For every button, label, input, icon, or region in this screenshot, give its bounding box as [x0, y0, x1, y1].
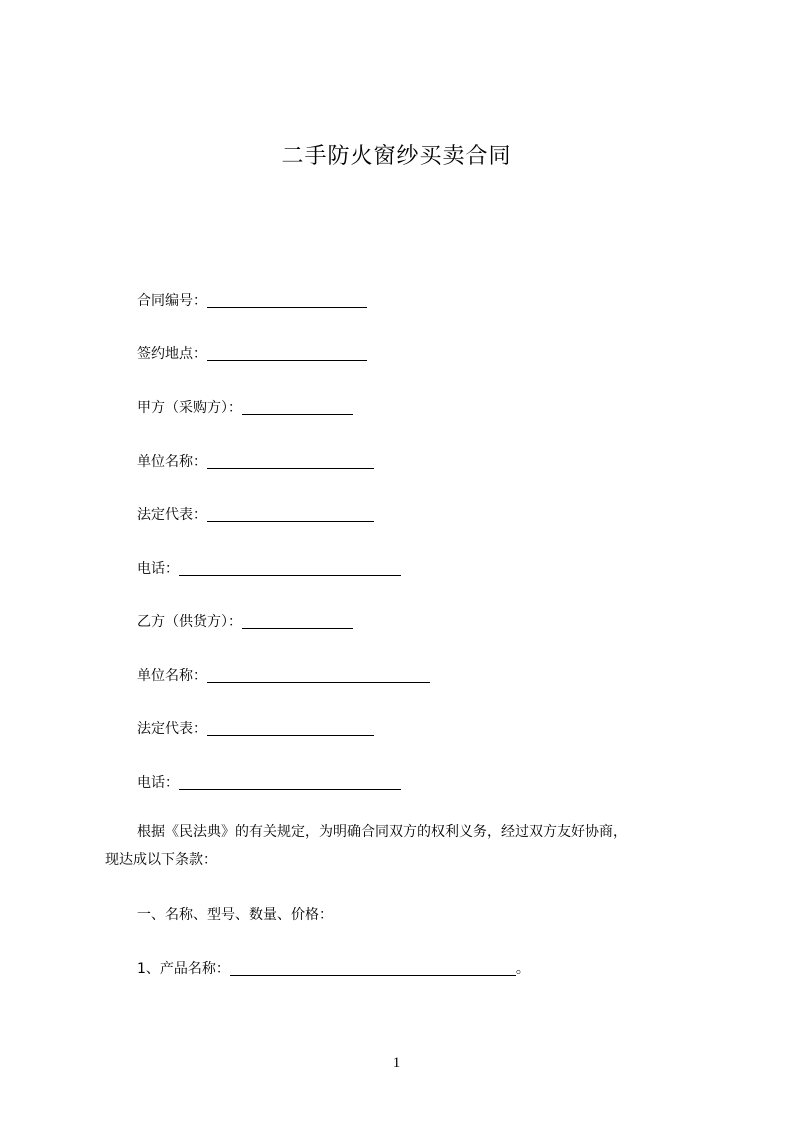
field-party-a-phone: [137, 559, 401, 579]
party-a-phone-blank[interactable]: [179, 560, 401, 576]
section-heading: 一、名称、型号、数量、价格：: [137, 907, 333, 923]
field-party-b-unit-name: [137, 666, 430, 686]
field-party-a-unit-name: [137, 452, 374, 472]
field-contract-number: [137, 291, 367, 311]
field-party-b: [137, 612, 353, 632]
signing-place-blank[interactable]: [207, 345, 367, 361]
field-label: 电话：: [137, 561, 179, 577]
item-suffix: 。: [515, 961, 530, 977]
field-label: 乙方（供货方）：: [137, 614, 242, 630]
intro-line-2: 现达成以下条款：: [105, 852, 217, 868]
party-b-unit-name-blank[interactable]: [207, 667, 430, 683]
field-party-b-legal-rep: [137, 719, 374, 739]
party-b-legal-rep-blank[interactable]: [207, 720, 374, 736]
party-a-blank[interactable]: [242, 399, 353, 415]
field-party-a: [137, 398, 353, 418]
product-name-blank[interactable]: [230, 960, 516, 976]
field-label: 法定代表：: [137, 721, 207, 737]
party-a-legal-rep-blank[interactable]: [207, 506, 374, 522]
item-product-name: [137, 959, 530, 979]
field-label: 单位名称：: [137, 454, 207, 470]
field-party-a-legal-rep: [137, 505, 374, 525]
page-number: 1: [392, 1055, 401, 1071]
party-b-phone-blank[interactable]: [179, 774, 401, 790]
contract-number-blank[interactable]: [207, 292, 367, 308]
field-label: 电话：: [137, 775, 179, 791]
item-label: 1、产品名称：: [137, 961, 230, 977]
field-label: 合同编号：: [137, 293, 207, 309]
field-label: 法定代表：: [137, 507, 207, 523]
intro-paragraph: [105, 818, 705, 874]
field-label: 签约地点：: [137, 346, 207, 362]
intro-line-1: 根据《民法典》的有关规定，为明确合同双方的权利义务，经过双方友好协商，: [137, 824, 627, 840]
field-party-b-phone: [137, 773, 401, 793]
party-b-blank[interactable]: [242, 613, 353, 629]
party-a-unit-name-blank[interactable]: [207, 453, 374, 469]
field-label: 单位名称：: [137, 668, 207, 684]
field-signing-place: [137, 344, 367, 364]
field-label: 甲方（采购方）：: [137, 400, 242, 416]
contract-title: 二手防火窗纱买卖合同: [281, 144, 512, 169]
